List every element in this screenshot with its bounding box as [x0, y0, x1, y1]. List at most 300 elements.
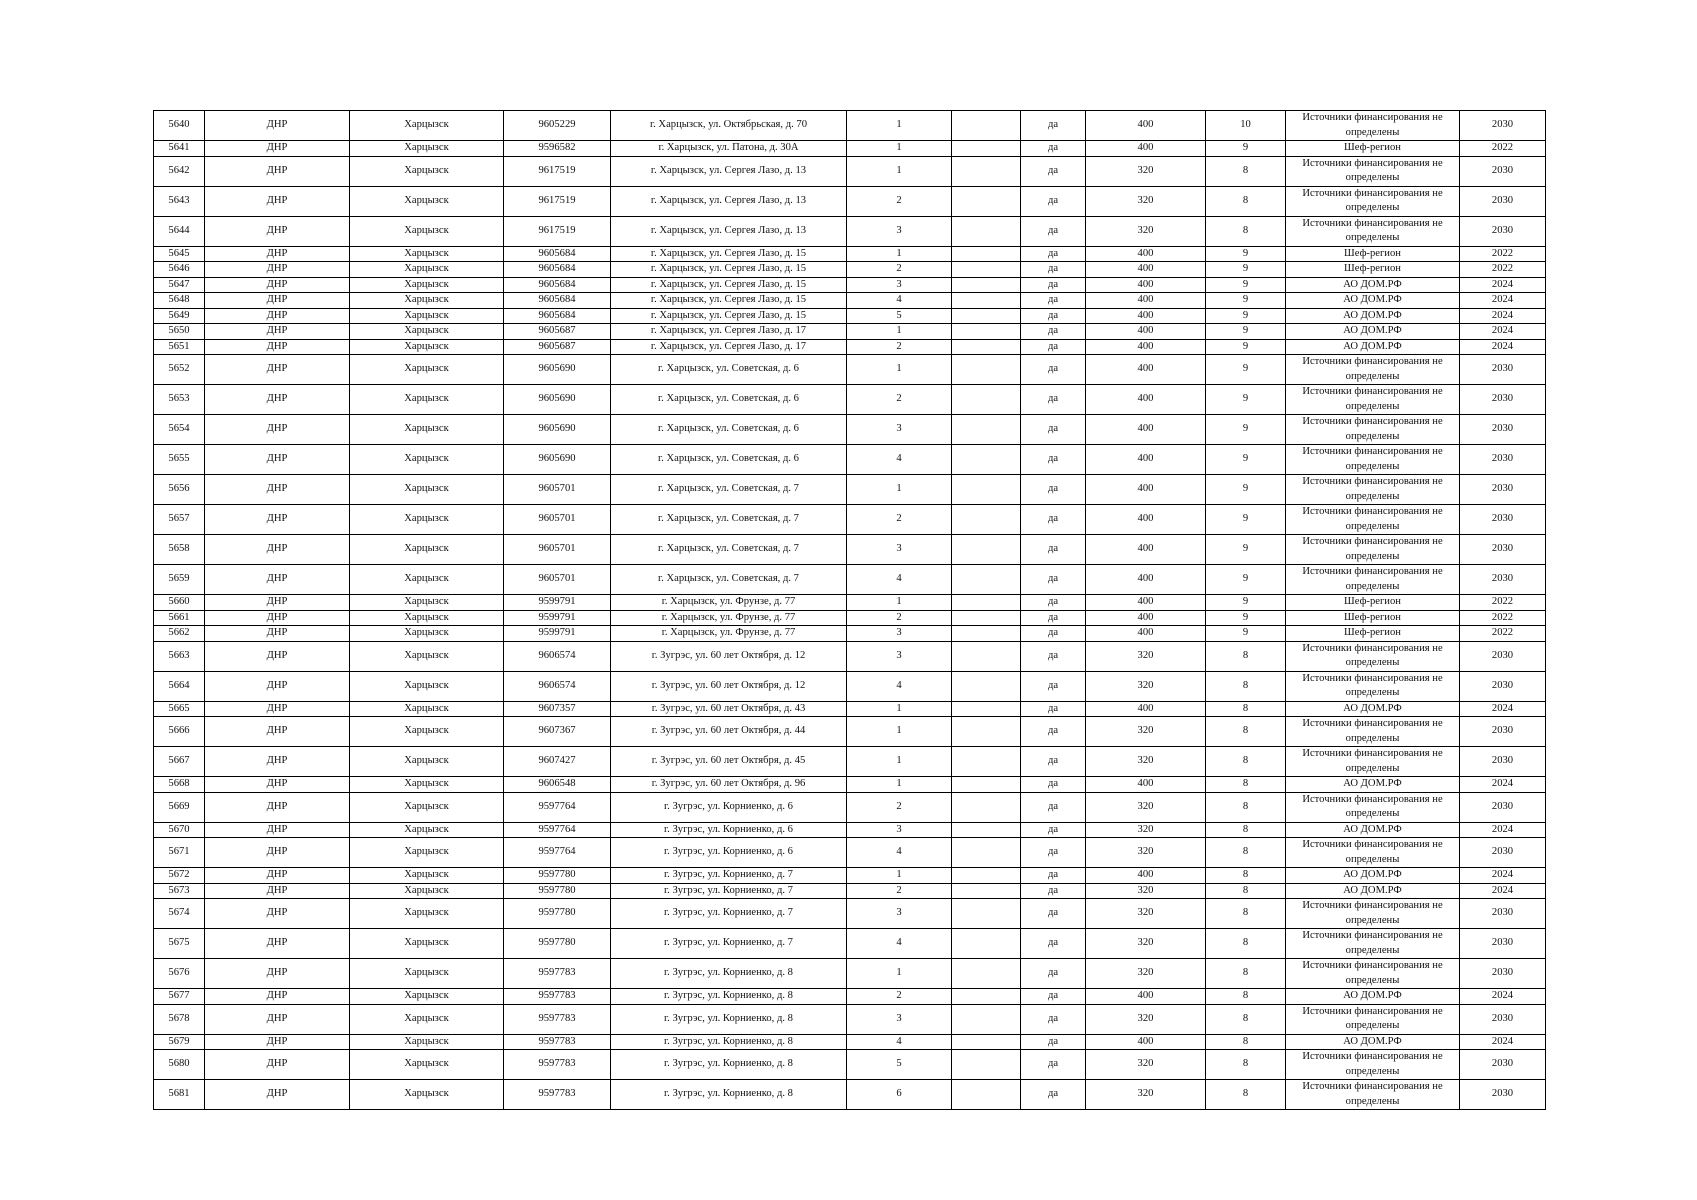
flag-cell: да [1021, 445, 1086, 475]
table-row [154, 989, 1546, 1005]
year-cell: 2030 [1460, 565, 1546, 595]
region-cell: ДНР [205, 838, 350, 868]
entrance-cell: 4 [847, 293, 952, 309]
object-id-cell: 9605684 [504, 308, 611, 324]
empty-cell [952, 339, 1021, 355]
empty-cell [952, 1004, 1021, 1034]
row-number-cell: 5671 [154, 838, 205, 868]
region-cell: ДНР [205, 277, 350, 293]
funding-source-cell: Шеф-регион [1286, 626, 1460, 642]
floors-cell: 8 [1206, 701, 1286, 717]
address-cell: г. Харцызск, ул. Советская, д. 7 [611, 505, 847, 535]
empty-cell [952, 792, 1021, 822]
table-row [154, 445, 1546, 475]
entrance-cell: 3 [847, 626, 952, 642]
row-number-cell: 5649 [154, 308, 205, 324]
empty-cell [952, 747, 1021, 777]
flag-cell: да [1021, 1050, 1086, 1080]
row-number-cell: 5651 [154, 339, 205, 355]
municipality-cell: Харцызск [350, 899, 504, 929]
municipality-cell: Харцызск [350, 792, 504, 822]
entrance-cell: 3 [847, 535, 952, 565]
funding-source-cell: АО ДОМ.РФ [1286, 777, 1460, 793]
empty-cell [952, 475, 1021, 505]
floors-cell: 8 [1206, 1080, 1286, 1110]
floors-cell: 8 [1206, 216, 1286, 246]
capacity-cell: 400 [1086, 293, 1206, 309]
row-number-cell: 5650 [154, 324, 205, 340]
floors-cell: 8 [1206, 792, 1286, 822]
address-cell: г. Харцызск, ул. Советская, д. 6 [611, 385, 847, 415]
funding-source-cell: Источники финансирования не определены [1286, 565, 1460, 595]
entrance-cell: 6 [847, 1080, 952, 1110]
floors-cell: 8 [1206, 156, 1286, 186]
funding-source-cell: Источники финансирования не определены [1286, 1080, 1460, 1110]
funding-source-cell: АО ДОМ.РФ [1286, 989, 1460, 1005]
flag-cell: да [1021, 717, 1086, 747]
object-id-cell: 9605684 [504, 246, 611, 262]
row-number-cell: 5648 [154, 293, 205, 309]
flag-cell: да [1021, 475, 1086, 505]
object-id-cell: 9605687 [504, 339, 611, 355]
capacity-cell: 320 [1086, 641, 1206, 671]
floors-cell: 9 [1206, 565, 1286, 595]
empty-cell [952, 565, 1021, 595]
year-cell: 2030 [1460, 111, 1546, 141]
floors-cell: 8 [1206, 777, 1286, 793]
capacity-cell: 320 [1086, 156, 1206, 186]
object-id-cell: 9605229 [504, 111, 611, 141]
year-cell: 2024 [1460, 293, 1546, 309]
row-number-cell: 5676 [154, 959, 205, 989]
flag-cell: да [1021, 216, 1086, 246]
entrance-cell: 4 [847, 445, 952, 475]
year-cell: 2030 [1460, 899, 1546, 929]
entrance-cell: 2 [847, 385, 952, 415]
year-cell: 2030 [1460, 445, 1546, 475]
funding-source-cell: Источники финансирования не определены [1286, 641, 1460, 671]
address-cell: г. Харцызск, ул. Фрунзе, д. 77 [611, 610, 847, 626]
municipality-cell: Харцызск [350, 308, 504, 324]
municipality-cell: Харцызск [350, 822, 504, 838]
table-row [154, 141, 1546, 157]
entrance-cell: 5 [847, 308, 952, 324]
floors-cell: 9 [1206, 385, 1286, 415]
address-cell: г. Харцызск, ул. Советская, д. 6 [611, 445, 847, 475]
municipality-cell: Харцызск [350, 535, 504, 565]
row-number-cell: 5660 [154, 595, 205, 611]
empty-cell [952, 671, 1021, 701]
object-id-cell: 9597783 [504, 1004, 611, 1034]
object-id-cell: 9605684 [504, 293, 611, 309]
entrance-cell: 3 [847, 641, 952, 671]
entrance-cell: 3 [847, 216, 952, 246]
entrance-cell: 2 [847, 883, 952, 899]
address-cell: г. Харцызск, ул. Советская, д. 6 [611, 415, 847, 445]
region-cell: ДНР [205, 505, 350, 535]
funding-source-cell: Источники финансирования не определены [1286, 156, 1460, 186]
entrance-cell: 1 [847, 246, 952, 262]
floors-cell: 8 [1206, 1050, 1286, 1080]
table-row [154, 868, 1546, 884]
region-cell: ДНР [205, 355, 350, 385]
region-cell: ДНР [205, 1004, 350, 1034]
municipality-cell: Харцызск [350, 1004, 504, 1034]
region-cell: ДНР [205, 989, 350, 1005]
empty-cell [952, 186, 1021, 216]
row-number-cell: 5659 [154, 565, 205, 595]
floors-cell: 8 [1206, 1034, 1286, 1050]
floors-cell: 8 [1206, 186, 1286, 216]
row-number-cell: 5664 [154, 671, 205, 701]
address-cell: г. Харцызск, ул. Сергея Лазо, д. 13 [611, 216, 847, 246]
table-row [154, 339, 1546, 355]
floors-cell: 8 [1206, 838, 1286, 868]
funding-source-cell: Источники финансирования не определены [1286, 445, 1460, 475]
capacity-cell: 320 [1086, 1050, 1206, 1080]
municipality-cell: Харцызск [350, 293, 504, 309]
flag-cell: да [1021, 141, 1086, 157]
funding-source-cell: Источники финансирования не определены [1286, 475, 1460, 505]
flag-cell: да [1021, 792, 1086, 822]
year-cell: 2024 [1460, 883, 1546, 899]
capacity-cell: 400 [1086, 385, 1206, 415]
row-number-cell: 5645 [154, 246, 205, 262]
empty-cell [952, 610, 1021, 626]
table-row [154, 156, 1546, 186]
funding-source-cell: Шеф-регион [1286, 262, 1460, 278]
municipality-cell: Харцызск [350, 277, 504, 293]
table-row [154, 701, 1546, 717]
municipality-cell: Харцызск [350, 246, 504, 262]
capacity-cell: 400 [1086, 445, 1206, 475]
table-row [154, 1004, 1546, 1034]
address-cell: г. Зугрэс, ул. Корниенко, д. 7 [611, 883, 847, 899]
object-id-cell: 9597780 [504, 899, 611, 929]
funding-source-cell: АО ДОМ.РФ [1286, 277, 1460, 293]
address-cell: г. Харцызск, ул. Сергея Лазо, д. 15 [611, 246, 847, 262]
empty-cell [952, 293, 1021, 309]
capacity-cell: 400 [1086, 339, 1206, 355]
empty-cell [952, 262, 1021, 278]
year-cell: 2030 [1460, 671, 1546, 701]
municipality-cell: Харцызск [350, 717, 504, 747]
capacity-cell: 400 [1086, 308, 1206, 324]
object-id-cell: 9607427 [504, 747, 611, 777]
year-cell: 2024 [1460, 339, 1546, 355]
object-id-cell: 9597783 [504, 1034, 611, 1050]
municipality-cell: Харцызск [350, 868, 504, 884]
object-id-cell: 9597780 [504, 929, 611, 959]
empty-cell [952, 929, 1021, 959]
year-cell: 2024 [1460, 777, 1546, 793]
address-cell: г. Зугрэс, ул. Корниенко, д. 8 [611, 1080, 847, 1110]
funding-source-cell: Источники финансирования не определены [1286, 929, 1460, 959]
object-id-cell: 9596582 [504, 141, 611, 157]
object-id-cell: 9607367 [504, 717, 611, 747]
empty-cell [952, 535, 1021, 565]
capacity-cell: 320 [1086, 216, 1206, 246]
funding-source-cell: Шеф-регион [1286, 610, 1460, 626]
object-id-cell: 9597783 [504, 1050, 611, 1080]
flag-cell: да [1021, 186, 1086, 216]
year-cell: 2022 [1460, 610, 1546, 626]
entrance-cell: 1 [847, 141, 952, 157]
region-cell: ДНР [205, 641, 350, 671]
address-cell: г. Харцызск, ул. Октябрьская, д. 70 [611, 111, 847, 141]
municipality-cell: Харцызск [350, 216, 504, 246]
year-cell: 2024 [1460, 277, 1546, 293]
capacity-cell: 400 [1086, 777, 1206, 793]
floors-cell: 8 [1206, 641, 1286, 671]
capacity-cell: 400 [1086, 141, 1206, 157]
funding-source-cell: АО ДОМ.РФ [1286, 339, 1460, 355]
empty-cell [952, 156, 1021, 186]
flag-cell: да [1021, 595, 1086, 611]
year-cell: 2030 [1460, 838, 1546, 868]
entrance-cell: 1 [847, 156, 952, 186]
floors-cell: 9 [1206, 246, 1286, 262]
region-cell: ДНР [205, 671, 350, 701]
flag-cell: да [1021, 277, 1086, 293]
flag-cell: да [1021, 415, 1086, 445]
object-id-cell: 9607357 [504, 701, 611, 717]
year-cell: 2024 [1460, 1034, 1546, 1050]
funding-source-cell: Источники финансирования не определены [1286, 216, 1460, 246]
region-cell: ДНР [205, 1034, 350, 1050]
capacity-cell: 320 [1086, 1080, 1206, 1110]
row-number-cell: 5662 [154, 626, 205, 642]
region-cell: ДНР [205, 156, 350, 186]
floors-cell: 8 [1206, 747, 1286, 777]
floors-cell: 9 [1206, 262, 1286, 278]
row-number-cell: 5680 [154, 1050, 205, 1080]
year-cell: 2030 [1460, 1050, 1546, 1080]
object-id-cell: 9597783 [504, 959, 611, 989]
object-id-cell: 9605684 [504, 277, 611, 293]
region-cell: ДНР [205, 1080, 350, 1110]
row-number-cell: 5658 [154, 535, 205, 565]
region-cell: ДНР [205, 308, 350, 324]
address-cell: г. Зугрэс, ул. Корниенко, д. 6 [611, 792, 847, 822]
funding-source-cell: АО ДОМ.РФ [1286, 822, 1460, 838]
region-cell: ДНР [205, 868, 350, 884]
year-cell: 2022 [1460, 595, 1546, 611]
row-number-cell: 5681 [154, 1080, 205, 1110]
capacity-cell: 320 [1086, 671, 1206, 701]
capacity-cell: 320 [1086, 822, 1206, 838]
empty-cell [952, 868, 1021, 884]
floors-cell: 9 [1206, 595, 1286, 611]
floors-cell: 9 [1206, 355, 1286, 385]
empty-cell [952, 355, 1021, 385]
empty-cell [952, 277, 1021, 293]
address-cell: г. Зугрэс, ул. 60 лет Октября, д. 44 [611, 717, 847, 747]
municipality-cell: Харцызск [350, 883, 504, 899]
floors-cell: 9 [1206, 626, 1286, 642]
flag-cell: да [1021, 339, 1086, 355]
object-id-cell: 9597780 [504, 883, 611, 899]
capacity-cell: 320 [1086, 838, 1206, 868]
empty-cell [952, 641, 1021, 671]
municipality-cell: Харцызск [350, 355, 504, 385]
funding-source-cell: Шеф-регион [1286, 141, 1460, 157]
object-id-cell: 9599791 [504, 626, 611, 642]
flag-cell: да [1021, 1080, 1086, 1110]
table-body [154, 111, 1546, 1110]
entrance-cell: 1 [847, 355, 952, 385]
floors-cell: 8 [1206, 883, 1286, 899]
capacity-cell: 400 [1086, 246, 1206, 262]
empty-cell [952, 246, 1021, 262]
table-row [154, 216, 1546, 246]
empty-cell [952, 1080, 1021, 1110]
year-cell: 2024 [1460, 324, 1546, 340]
empty-cell [952, 308, 1021, 324]
capacity-cell: 320 [1086, 747, 1206, 777]
year-cell: 2030 [1460, 415, 1546, 445]
address-cell: г. Зугрэс, ул. Корниенко, д. 8 [611, 959, 847, 989]
table-row [154, 246, 1546, 262]
floors-cell: 9 [1206, 535, 1286, 565]
empty-cell [952, 595, 1021, 611]
table-row [154, 792, 1546, 822]
funding-source-cell: Шеф-регион [1286, 246, 1460, 262]
funding-source-cell: Источники финансирования не определены [1286, 415, 1460, 445]
object-id-cell: 9599791 [504, 610, 611, 626]
row-number-cell: 5661 [154, 610, 205, 626]
funding-source-cell: Источники финансирования не определены [1286, 838, 1460, 868]
entrance-cell: 1 [847, 595, 952, 611]
address-cell: г. Харцызск, ул. Фрунзе, д. 77 [611, 626, 847, 642]
year-cell: 2022 [1460, 246, 1546, 262]
empty-cell [952, 883, 1021, 899]
table-row [154, 717, 1546, 747]
entrance-cell: 1 [847, 868, 952, 884]
table-row [154, 671, 1546, 701]
funding-source-cell: Источники финансирования не определены [1286, 717, 1460, 747]
capacity-cell: 400 [1086, 868, 1206, 884]
entrance-cell: 4 [847, 1034, 952, 1050]
flag-cell: да [1021, 1034, 1086, 1050]
floors-cell: 9 [1206, 141, 1286, 157]
object-id-cell: 9605701 [504, 535, 611, 565]
year-cell: 2030 [1460, 505, 1546, 535]
object-id-cell: 9617519 [504, 186, 611, 216]
entrance-cell: 2 [847, 186, 952, 216]
row-number-cell: 5644 [154, 216, 205, 246]
row-number-cell: 5666 [154, 717, 205, 747]
region-cell: ДНР [205, 535, 350, 565]
row-number-cell: 5672 [154, 868, 205, 884]
flag-cell: да [1021, 822, 1086, 838]
region-cell: ДНР [205, 610, 350, 626]
table-row [154, 308, 1546, 324]
object-id-cell: 9606574 [504, 641, 611, 671]
region-cell: ДНР [205, 595, 350, 611]
region-cell: ДНР [205, 141, 350, 157]
table-row [154, 1034, 1546, 1050]
table-row [154, 355, 1546, 385]
year-cell: 2030 [1460, 355, 1546, 385]
row-number-cell: 5640 [154, 111, 205, 141]
table-row [154, 883, 1546, 899]
object-id-cell: 9605701 [504, 505, 611, 535]
capacity-cell: 320 [1086, 717, 1206, 747]
object-id-cell: 9605690 [504, 355, 611, 385]
floors-cell: 9 [1206, 505, 1286, 535]
table-row [154, 385, 1546, 415]
address-cell: г. Зугрэс, ул. 60 лет Октября, д. 43 [611, 701, 847, 717]
capacity-cell: 320 [1086, 186, 1206, 216]
object-id-cell: 9597764 [504, 822, 611, 838]
floors-cell: 8 [1206, 671, 1286, 701]
floors-cell: 8 [1206, 868, 1286, 884]
address-cell: г. Зугрэс, ул. Корниенко, д. 6 [611, 822, 847, 838]
funding-source-cell: Источники финансирования не определены [1286, 792, 1460, 822]
year-cell: 2030 [1460, 929, 1546, 959]
address-cell: г. Зугрэс, ул. Корниенко, д. 7 [611, 929, 847, 959]
capacity-cell: 400 [1086, 505, 1206, 535]
floors-cell: 8 [1206, 959, 1286, 989]
region-cell: ДНР [205, 186, 350, 216]
table-row [154, 324, 1546, 340]
capacity-cell: 400 [1086, 701, 1206, 717]
capacity-cell: 320 [1086, 959, 1206, 989]
entrance-cell: 3 [847, 822, 952, 838]
capacity-cell: 400 [1086, 415, 1206, 445]
funding-source-cell: АО ДОМ.РФ [1286, 308, 1460, 324]
region-cell: ДНР [205, 339, 350, 355]
object-id-cell: 9597764 [504, 792, 611, 822]
year-cell: 2024 [1460, 868, 1546, 884]
row-number-cell: 5656 [154, 475, 205, 505]
capacity-cell: 400 [1086, 355, 1206, 385]
object-id-cell: 9617519 [504, 216, 611, 246]
table-row [154, 565, 1546, 595]
year-cell: 2030 [1460, 641, 1546, 671]
floors-cell: 9 [1206, 277, 1286, 293]
year-cell: 2030 [1460, 1004, 1546, 1034]
object-id-cell: 9605684 [504, 262, 611, 278]
flag-cell: да [1021, 535, 1086, 565]
municipality-cell: Харцызск [350, 385, 504, 415]
entrance-cell: 1 [847, 717, 952, 747]
flag-cell: да [1021, 959, 1086, 989]
region-cell: ДНР [205, 324, 350, 340]
entrance-cell: 2 [847, 989, 952, 1005]
year-cell: 2030 [1460, 535, 1546, 565]
flag-cell: да [1021, 777, 1086, 793]
object-id-cell: 9605687 [504, 324, 611, 340]
municipality-cell: Харцызск [350, 186, 504, 216]
table-row [154, 415, 1546, 445]
year-cell: 2024 [1460, 822, 1546, 838]
municipality-cell: Харцызск [350, 595, 504, 611]
year-cell: 2024 [1460, 701, 1546, 717]
region-cell: ДНР [205, 246, 350, 262]
empty-cell [952, 777, 1021, 793]
region-cell: ДНР [205, 565, 350, 595]
address-cell: г. Зугрэс, ул. Корниенко, д. 8 [611, 1034, 847, 1050]
row-number-cell: 5655 [154, 445, 205, 475]
region-cell: ДНР [205, 445, 350, 475]
entrance-cell: 2 [847, 262, 952, 278]
floors-cell: 9 [1206, 324, 1286, 340]
table-row [154, 929, 1546, 959]
capacity-cell: 400 [1086, 475, 1206, 505]
address-cell: г. Зугрэс, ул. Корниенко, д. 7 [611, 868, 847, 884]
